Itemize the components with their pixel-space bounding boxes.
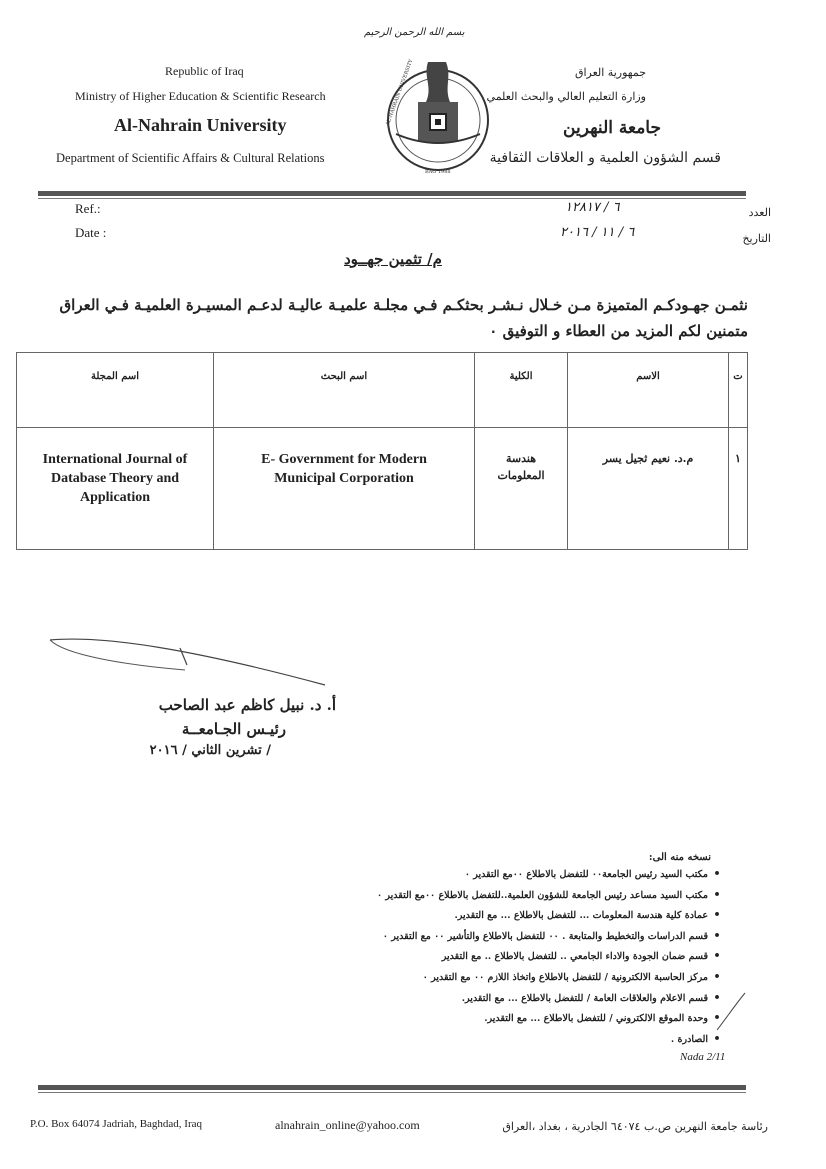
date-label: Date :: [75, 225, 107, 240]
header-university-en: Al-Nahrain University: [114, 115, 287, 135]
list-item: • وحدة الموقع الالكتروني / للتفضل بالاطلاع ... مع التقدير.: [377, 1008, 726, 1029]
footer-address-ar: رئاسة جامعة النهرين ص.ب ٦٤٠٧٤ الجادرية ، بغداد ،العراق: [502, 1120, 768, 1133]
letter-body-line1: نثمـن جهـودكـم المتميزة مـن خـلال نـشـر بحثكـم فـي مجلـة علميـة عاليـة لدعـم المسيـرة العلميـة فـي العراق: [59, 296, 748, 314]
letter-subject: م/ تثمين جهــود: [344, 250, 442, 268]
header-ministry-en: Ministry of Higher Education & Scientific Research: [75, 89, 326, 103]
pen-mark: [715, 990, 750, 1035]
column-header-index: ت: [729, 353, 748, 428]
header-divider: [38, 191, 746, 196]
header-department-ar: قسم الشؤون العلمية و العلاقات الثقافية: [489, 150, 721, 166]
row-college-line2: المعلومات: [497, 469, 545, 482]
header-university-ar: جامعة النهرين: [563, 118, 661, 138]
basmala: بسم الله الرحمن الرحيم: [364, 27, 465, 38]
row-journal-line2: Database Theory and: [50, 471, 180, 486]
signatory-title: رئيـس الجـامعــة: [181, 720, 286, 738]
list-item: • قسم الاعلام والعلاقات العامة / للتفضل بالاطلاع ... مع التقدير.: [377, 988, 726, 1009]
row-college: [475, 428, 568, 550]
row-name: م.د. نعيم ثجيل يسر: [568, 428, 729, 550]
row-research-line2: Municipal Corporation: [274, 471, 414, 486]
copies-list: [377, 864, 726, 1049]
row-research-line1: E- Government for Modern: [261, 452, 427, 467]
column-header-journal: اسم المجلة: [17, 353, 214, 428]
column-header-college: الكلية: [475, 353, 568, 428]
list-item: • مكتب السيد رئيس الجامعة٠٠ للتفضل بالاطلاع ٠٠مع التقدير ٠: [377, 864, 726, 885]
logo-text: AL-NAHRAIN UNIVERSITY: [384, 58, 415, 127]
column-header-name: الاسم: [568, 353, 729, 428]
row-index: ١: [729, 428, 748, 550]
header-department-en: Department of Scientific Affairs & Cultural Relations: [56, 151, 325, 165]
signatory-name: أ. د. نبيل كاظم عبد الصاحب: [158, 696, 336, 714]
row-journal-name: [17, 428, 214, 550]
reference-date: ٦ / ١١ / ٢٠١٦: [560, 225, 635, 240]
header-divider-thin: [38, 198, 746, 199]
letter-body-line2: متمنين لكم المزيد من العطاء و التوفيق ٠: [489, 322, 748, 340]
typist-initials: Nada 2/11: [680, 1051, 726, 1063]
header-ministry-ar: وزارة التعليم العالي والبحث العلمي: [486, 90, 646, 103]
table-header-row: [17, 353, 748, 428]
table-row: [17, 428, 748, 550]
date-label-ar: التاريخ: [742, 232, 771, 245]
column-header-research: اسم البحث: [214, 353, 475, 428]
list-item: • قسم الدراسات والتخطيط والمتابعة . ٠٠ للتفضل بالاطلاع والتأشير ٠٠ مع التقدير ٠: [377, 926, 726, 947]
footer-divider-thin: [38, 1092, 746, 1093]
footer-po-box: P.O. Box 64074 Jadriah, Baghdad, Iraq: [30, 1118, 203, 1130]
reference-number: ٦ / ١٢٨١٧: [565, 200, 620, 215]
list-item: • قسم ضمان الجودة والاداء الجامعي .. للتفضل بالاطلاع .. مع التقدير: [377, 946, 726, 967]
row-journal-line1: International Journal of: [42, 452, 188, 467]
university-logo: [378, 42, 498, 177]
list-item: • مكتب السيد مساعد رئيس الجامعة للشؤون العلمية..للتفضل بالاطلاع ٠٠مع التقدير ٠: [377, 885, 726, 906]
number-label-ar: العدد: [748, 206, 771, 219]
ref-label: Ref.:: [75, 201, 101, 216]
list-item: • الصادرة .: [377, 1029, 726, 1050]
header-country-ar: جمهورية العراق: [574, 66, 646, 79]
row-college-line1: هندسة: [505, 452, 536, 465]
list-item: • عمادة كلية هندسة المعلومات ... للتفضل بالاطلاع ... مع التقدير.: [377, 905, 726, 926]
publication-table: [16, 352, 748, 550]
footer-divider: [38, 1085, 746, 1090]
copies-heading: نسخه منه الى:: [648, 852, 711, 863]
list-item: • مركز الحاسبة الالكترونية / للتفضل بالاطلاع واتخاذ اللازم ٠٠ مع التقدير ٠: [377, 967, 726, 988]
header-country-en: Republic of Iraq: [165, 64, 244, 78]
row-research-title: [214, 428, 475, 550]
handwritten-signature: [45, 630, 335, 700]
row-journal-line3: Application: [79, 490, 150, 505]
signature-date: / تشرين الثاني / ٢٠١٦: [149, 743, 271, 758]
footer-email: alnahrain_online@yahoo.com: [275, 1118, 420, 1132]
logo-year: BAG 1988: [425, 169, 451, 175]
